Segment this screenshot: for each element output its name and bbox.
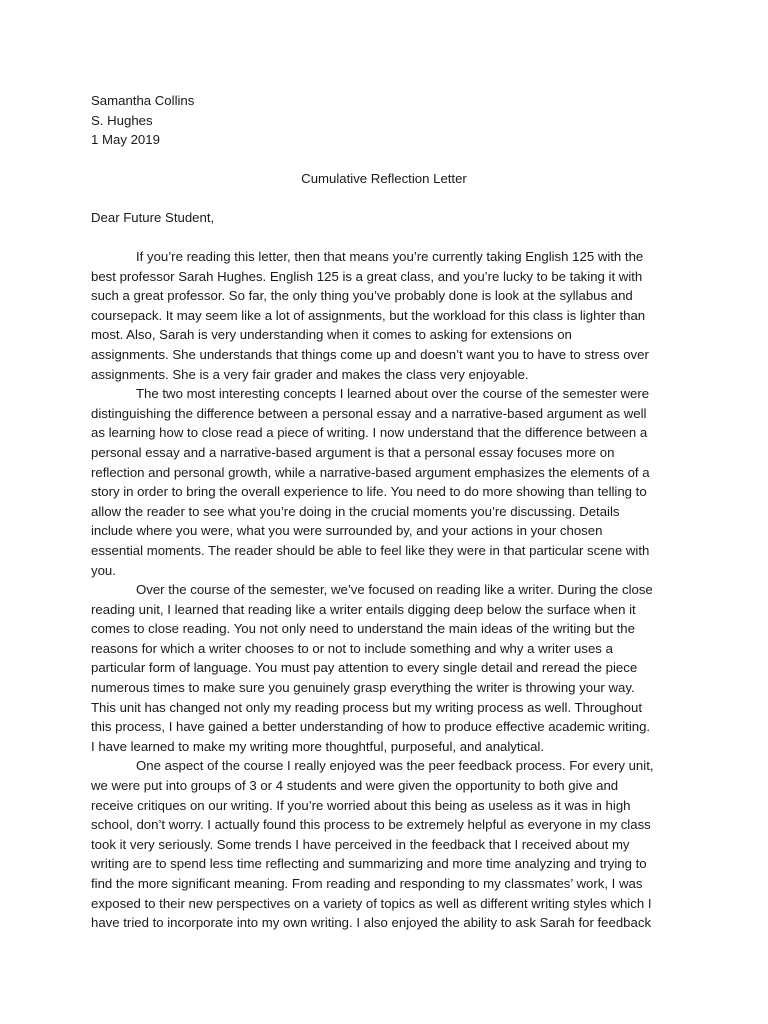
text-line: particular form of language. You must pay attention to every single detail and reread the piece xyxy=(91,660,638,676)
text-line: exposed to their new perspectives on a variety of topics as well as different writing styles which I xyxy=(91,895,652,911)
text-line: as learning how to close read a piece of writing. I now understand that the difference between a xyxy=(91,425,648,441)
text-line: find the more significant meaning. From reading and responding to my classmates’ work, I was xyxy=(91,876,643,891)
text-line: reflection and personal growth, while a narrative-based argument emphasizes the elements of a xyxy=(91,464,650,480)
letter-title: Cumulative Reflection Letter xyxy=(301,171,467,186)
text-line: The two most interesting concepts I learned about over the course of the semester were xyxy=(136,386,650,402)
instructor-name: S. Hughes xyxy=(91,112,153,128)
text-line: this process, I have gained a better understanding of how to produce effective academic writing. xyxy=(91,719,651,735)
text-line: such a great professor. So far, the only thing you’ve probably done is look at the syllabus and xyxy=(91,288,633,304)
text-line: we were put into groups of 3 or 4 students and were given the opportunity to both give and xyxy=(91,778,619,794)
text-line: One aspect of the course I really enjoyed was the peer feedback process. For every unit, xyxy=(136,758,654,774)
letter-body xyxy=(91,247,686,933)
salutation: Dear Future Student, xyxy=(91,210,215,225)
text-line: reasons for which a writer chooses to or not to include something and why a writer uses a xyxy=(91,640,613,656)
text-line: you. xyxy=(91,562,116,578)
text-line: comes to close reading. You not only need to understand the main ideas of the writing but the xyxy=(91,621,635,637)
text-line: include where you were, what you were surrounded by, and your actions in your chosen xyxy=(91,523,603,539)
letter-date: 1 May 2019 xyxy=(91,132,160,148)
text-line: personal essay and a narrative-based argument is that a personal essay focuses more on xyxy=(91,444,615,460)
text-line: best professor Sarah Hughes. English 125 is a great class, and you’re lucky to be taking it with xyxy=(91,268,643,284)
author-name: Samantha Collins xyxy=(91,93,195,108)
text-line: took it very seriously. Some trends I have perceived in the feedback that I received about my xyxy=(91,836,630,852)
text-line: story in order to bring the overall experience to life. You need to do more showing than telling to xyxy=(91,484,647,500)
text-line: school, don’t worry. I actually found this process to be extremely helpful as everyone in my class xyxy=(91,817,651,833)
text-line: have tried to incorporate into my own writing. I also enjoyed the ability to ask Sarah for feedback xyxy=(91,915,652,931)
text-line: numerous times to make sure you genuinely grasp everything the writer is throwing your way. xyxy=(91,680,635,696)
text-line: receive critiques on our writing. If you’re worried about this being as useless as it was in high xyxy=(91,797,631,813)
text-line: This unit has changed not only my reading process but my writing process as well. Throughout xyxy=(91,699,642,715)
text-line: assignments. She understands that things come up and doesn’t want you to have to stress over xyxy=(91,346,649,362)
text-line: writing are to spend less time reflecting and summarizing and more time analyzing and trying to xyxy=(91,856,647,872)
text-line: If you’re reading this letter, then that means you’re currently taking English 125 with the xyxy=(136,249,644,264)
text-line: coursepack. It may seem like a lot of assignments, but the workload for this class is lighter than xyxy=(91,307,646,323)
text-line: reading unit, I learned that reading like a writer entails digging deep below the surface when it xyxy=(91,601,636,617)
text-line: assignments. She is a very fair grader and makes the class very enjoyable. xyxy=(91,366,529,382)
text-line: essential moments. The reader should be able to feel like they were in that particular scene with xyxy=(91,542,650,558)
text-line: I have learned to make my writing more thoughtful, purposeful, and analytical. xyxy=(91,738,545,754)
letter-header xyxy=(91,91,194,150)
text-line: allow the reader to see what you’re doing in the crucial moments you’re discussing. Details xyxy=(91,503,620,519)
text-line: distinguishing the difference between a personal essay and a narrative-based argument as well xyxy=(91,405,647,421)
text-line: most. Also, Sarah is very understanding when it comes to asking for extensions on xyxy=(91,327,572,343)
text-line: Over the course of the semester, we’ve focused on reading like a writer. During the close xyxy=(136,582,653,598)
